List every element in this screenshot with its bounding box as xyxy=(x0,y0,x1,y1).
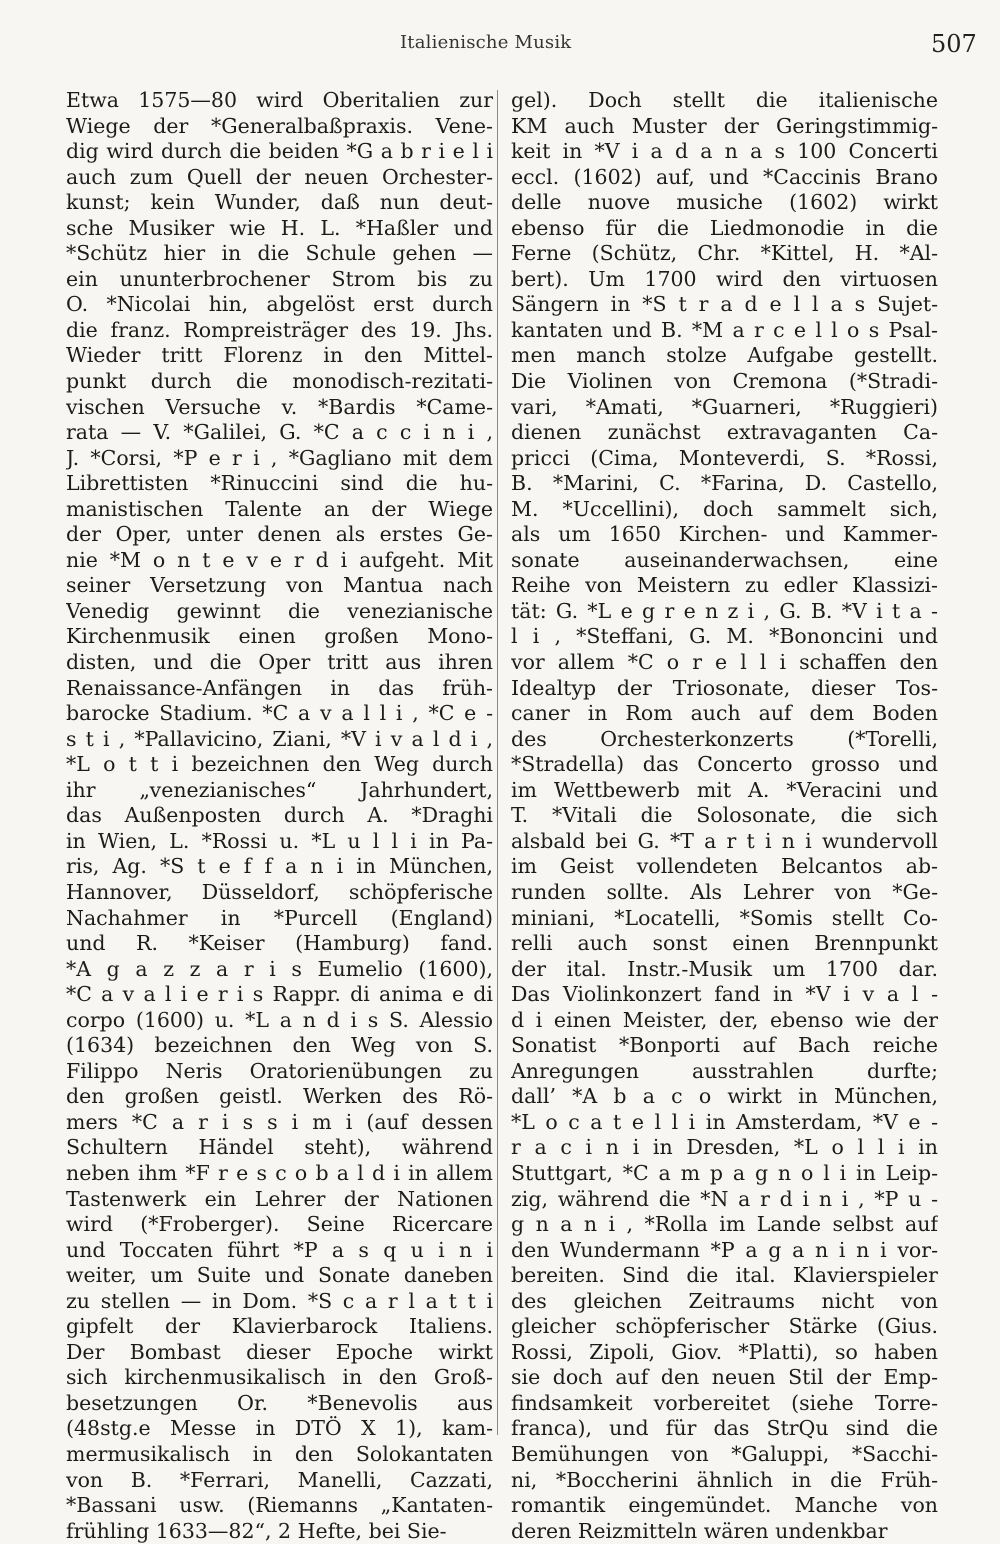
text-line: findsamkeit vorbereitet (siehe Torre- xyxy=(511,1390,938,1415)
text-line: zig, während die *N a r d i n i , *P u - xyxy=(511,1186,938,1211)
text-line: tät: G. *L e g r e n z i , G. B. *V i t a - xyxy=(511,598,938,623)
text-line: O. *Nicolai hin, abgelöst erst durch xyxy=(66,292,493,317)
page-number: 507 xyxy=(931,30,977,58)
text-line: *Stradella) das Concerto grosso und xyxy=(511,752,938,777)
text-line: Hannover, Düsseldorf, schöpferische xyxy=(66,879,493,904)
text-line: ebenso für die Liedmonodie in die xyxy=(511,215,938,240)
text-line: Anregungen ausstrahlen durfte; xyxy=(511,1058,938,1083)
text-line: Wiege der *Generalbaßpraxis. Vene- xyxy=(66,113,493,138)
text-line: men manch stolze Aufgabe gestellt. xyxy=(511,343,938,368)
text-line: Filippo Neris Oratorienübungen zu xyxy=(66,1058,493,1083)
text-line: auch zum Quell der neuen Orchester- xyxy=(66,164,493,189)
text-line: im Wettbewerb mit A. *Veracini und xyxy=(511,777,938,802)
text-line: punkt durch die monodisch-rezitati- xyxy=(66,369,493,394)
text-line: mermusikalisch in den Solokantaten xyxy=(66,1441,493,1466)
text-line: mers *C a r i s s i m i (auf dessen xyxy=(66,1109,493,1134)
text-line: l i , *Steffani, G. M. *Bononcini und xyxy=(511,624,938,649)
text-line: M. *Uccellini), doch sammelt sich, xyxy=(511,496,938,521)
text-line: g n a n i , *Rolla im Lande selbst auf xyxy=(511,1212,938,1237)
text-line: der ital. Instr.-Musik um 1700 dar. xyxy=(511,956,938,981)
text-line: disten, und die Oper tritt aus ihren xyxy=(66,650,493,675)
column-divider xyxy=(497,90,498,1435)
text-line: bereiten. Sind die ital. Klavierspieler xyxy=(511,1263,938,1288)
text-line: Wieder tritt Florenz in den Mittel- xyxy=(66,343,493,368)
text-line: das Außenposten durch A. *Draghi xyxy=(66,803,493,828)
text-line: r a c i n i in Dresden, *L o l l i in xyxy=(511,1135,938,1160)
text-line: von B. *Ferrari, Manelli, Cazzati, xyxy=(66,1467,493,1492)
text-line: alsbald bei G. *T a r t i n i wundervoll xyxy=(511,828,938,853)
text-line: miniani, *Locatelli, *Somis stellt Co- xyxy=(511,905,938,930)
text-line: den Wundermann *P a g a n i n i vor- xyxy=(511,1237,938,1262)
text-line: *L o t t i bezeichnen den Weg durch xyxy=(66,752,493,777)
text-line: ein ununterbrochener Strom bis zu xyxy=(66,266,493,291)
text-line: runden sollte. Als Lehrer von *Ge- xyxy=(511,879,938,904)
text-line: und Toccaten führt *P a s q u i n i xyxy=(66,1237,493,1262)
text-line: caner in Rom auch auf dem Boden xyxy=(511,701,938,726)
text-line: d i einen Meister, der, ebenso wie der xyxy=(511,1007,938,1032)
text-line: *A g a z z a r i s Eumelio (1600), xyxy=(66,956,493,981)
text-line: manistischen Talente an der Wiege xyxy=(66,496,493,521)
text-line: des gleichen Zeitraums nicht von xyxy=(511,1288,938,1313)
text-line: Rossi, Zipoli, Giov. *Platti), so haben xyxy=(511,1339,938,1364)
text-line: Sängern in *S t r a d e l l a s Sujet- xyxy=(511,292,938,317)
text-line: gel). Doch stellt die italienische xyxy=(511,88,938,112)
text-line: in Wien, L. *Rossi u. *L u l l i in Pa- xyxy=(66,828,493,853)
text-line: Stuttgart, *C a m p a g n o l i in Leip- xyxy=(511,1160,938,1185)
text-line: des Orchesterkonzerts (*Torelli, xyxy=(511,726,938,751)
text-line: sie doch auf den neuen Stil der Emp- xyxy=(511,1365,938,1390)
text-line: eccl. (1602) auf, und *Caccinis Brano xyxy=(511,164,938,189)
text-line: sonate auseinanderwachsen, eine xyxy=(511,547,938,572)
text-line: und R. *Keiser (Hamburg) fand. xyxy=(66,931,493,956)
text-line: vor allem *C o r e l l i schaffen den xyxy=(511,650,938,675)
text-line: romantik eingemündet. Manche von xyxy=(511,1493,938,1518)
text-line: vischen Versuche v. *Bardis *Came- xyxy=(66,394,493,419)
left-text-column xyxy=(66,88,493,1544)
text-line: im Geist vollendeten Belcantos ab- xyxy=(511,854,938,879)
text-line: Ferne (Schütz, Chr. *Kittel, H. *Al- xyxy=(511,241,938,266)
text-line: barocke Stadium. *C a v a l l i , *C e - xyxy=(66,701,493,726)
text-line: ni, *Boccherini ähnlich in die Früh- xyxy=(511,1467,938,1492)
text-line: pricci (Cima, Monteverdi, S. *Rossi, xyxy=(511,445,938,470)
text-line: sche Musiker wie H. L. *Haßler und xyxy=(66,215,493,240)
text-line: die franz. Rompreisträger des 19. Jhs. xyxy=(66,317,493,342)
text-line: relli auch sonst einen Brennpunkt xyxy=(511,931,938,956)
text-line: *C a v a l i e r i s Rappr. di anima e di xyxy=(66,982,493,1007)
text-line: delle nuove musiche (1602) wirkt xyxy=(511,190,938,215)
text-line: gleicher schöpferischer Stärke (Gius. xyxy=(511,1314,938,1339)
text-line: Sonatist *Bonporti auf Bach reiche xyxy=(511,1033,938,1058)
text-line: franca), und für das StrQu sind die xyxy=(511,1416,938,1441)
text-line: ihr „venezianisches“ Jahrhundert, xyxy=(66,777,493,802)
text-line: bert). Um 1700 wird den virtuosen xyxy=(511,266,938,291)
text-line: dienen zunächst extravaganten Ca- xyxy=(511,420,938,445)
right-text-column xyxy=(511,88,938,1544)
text-line: Die Violinen von Cremona (*Stradi- xyxy=(511,369,938,394)
text-line: (1634) bezeichnen den Weg von S. xyxy=(66,1033,493,1058)
page-header xyxy=(0,30,1000,64)
text-line: Der Bombast dieser Epoche wirkt xyxy=(66,1339,493,1364)
text-line: nie *M o n t e v e r d i aufgeht. Mit xyxy=(66,547,493,572)
text-line: *Schütz hier in die Schule gehen — xyxy=(66,241,493,266)
running-head: Italienische Musik xyxy=(400,32,572,53)
text-line: kunst; kein Wunder, daß nun deut- xyxy=(66,190,493,215)
text-line: Librettisten *Rinuccini sind die hu- xyxy=(66,471,493,496)
text-line: zu stellen — in Dom. *S c a r l a t t i xyxy=(66,1288,493,1313)
text-line: der Oper, unter denen als erstes Ge- xyxy=(66,522,493,547)
text-line: neben ihm *F r e s c o b a l d i in allem xyxy=(66,1160,493,1185)
text-line: Nachahmer in *Purcell (England) xyxy=(66,905,493,930)
text-line: corpo (1600) u. *L a n d i s S. Alessio xyxy=(66,1007,493,1032)
text-line: wird (*Froberger). Seine Ricercare xyxy=(66,1212,493,1237)
text-line: deren Reizmitteln wären undenkbar xyxy=(511,1518,888,1543)
text-line: Schultern Händel steht), während xyxy=(66,1135,493,1160)
text-line: vari, *Amati, *Guarneri, *Ruggieri) xyxy=(511,394,938,419)
text-line: Reihe von Meistern zu edler Klassizi- xyxy=(511,573,938,598)
text-line: KM auch Muster der Geringstimmig- xyxy=(511,113,938,138)
text-line: s t i , *Pallavicino, Ziani, *V i v a l d i , xyxy=(66,726,493,751)
text-line: kantaten und B. *M a r c e l l o s Psal- xyxy=(511,317,938,342)
text-line: gipfelt der Klavierbarock Italiens. xyxy=(66,1314,493,1339)
text-line: (48stg.e Messe in DTÖ X 1), kam- xyxy=(66,1416,493,1441)
text-line: ris, Ag. *S t e f f a n i in München, xyxy=(66,854,493,879)
text-line: den großen geistl. Werken des Rö- xyxy=(66,1084,493,1109)
text-line: Venedig gewinnt die venezianische xyxy=(66,598,493,623)
text-line: *L o c a t e l l i in Amsterdam, *V e - xyxy=(511,1109,938,1134)
text-line: keit in *V i a d a n a s 100 Concerti xyxy=(511,139,938,164)
text-line: dig wird durch die beiden *G a b r i e l i xyxy=(66,139,493,164)
text-line: weiter, um Suite und Sonate daneben xyxy=(66,1263,493,1288)
text-line: dall’ *A b a c o wirkt in München, xyxy=(511,1084,938,1109)
text-line: seiner Versetzung von Mantua nach xyxy=(66,573,493,598)
text-line: Kirchenmusik einen großen Mono- xyxy=(66,624,493,649)
text-line: Bemühungen von *Galuppi, *Sacchi- xyxy=(511,1441,938,1466)
text-line: Etwa 1575—80 wird Oberitalien zur xyxy=(66,88,493,112)
text-line: besetzungen Or. *Benevolis aus xyxy=(66,1390,493,1415)
text-line: T. *Vitali die Solosonate, die sich xyxy=(511,803,938,828)
text-line: sich kirchenmusikalisch in den Groß- xyxy=(66,1365,493,1390)
text-line: rata — V. *Galilei, G. *C a c c i n i , xyxy=(66,420,493,445)
text-line: *Bassani usw. (Riemanns „Kantaten- xyxy=(66,1493,493,1518)
text-line: Tastenwerk ein Lehrer der Nationen xyxy=(66,1186,493,1211)
text-line: Das Violinkonzert fand in *V i v a l - xyxy=(511,982,938,1007)
text-line: Renaissance-Anfängen in das früh- xyxy=(66,675,493,700)
text-line: als um 1650 Kirchen- und Kammer- xyxy=(511,522,938,547)
text-line: J. *Corsi, *P e r i , *Gagliano mit dem xyxy=(66,445,493,470)
text-line: frühling 1633—82“, 2 Hefte, bei Sie- xyxy=(66,1518,447,1543)
text-line: B. *Marini, C. *Farina, D. Castello, xyxy=(511,471,938,496)
text-line: Idealtyp der Triosonate, dieser Tos- xyxy=(511,675,938,700)
